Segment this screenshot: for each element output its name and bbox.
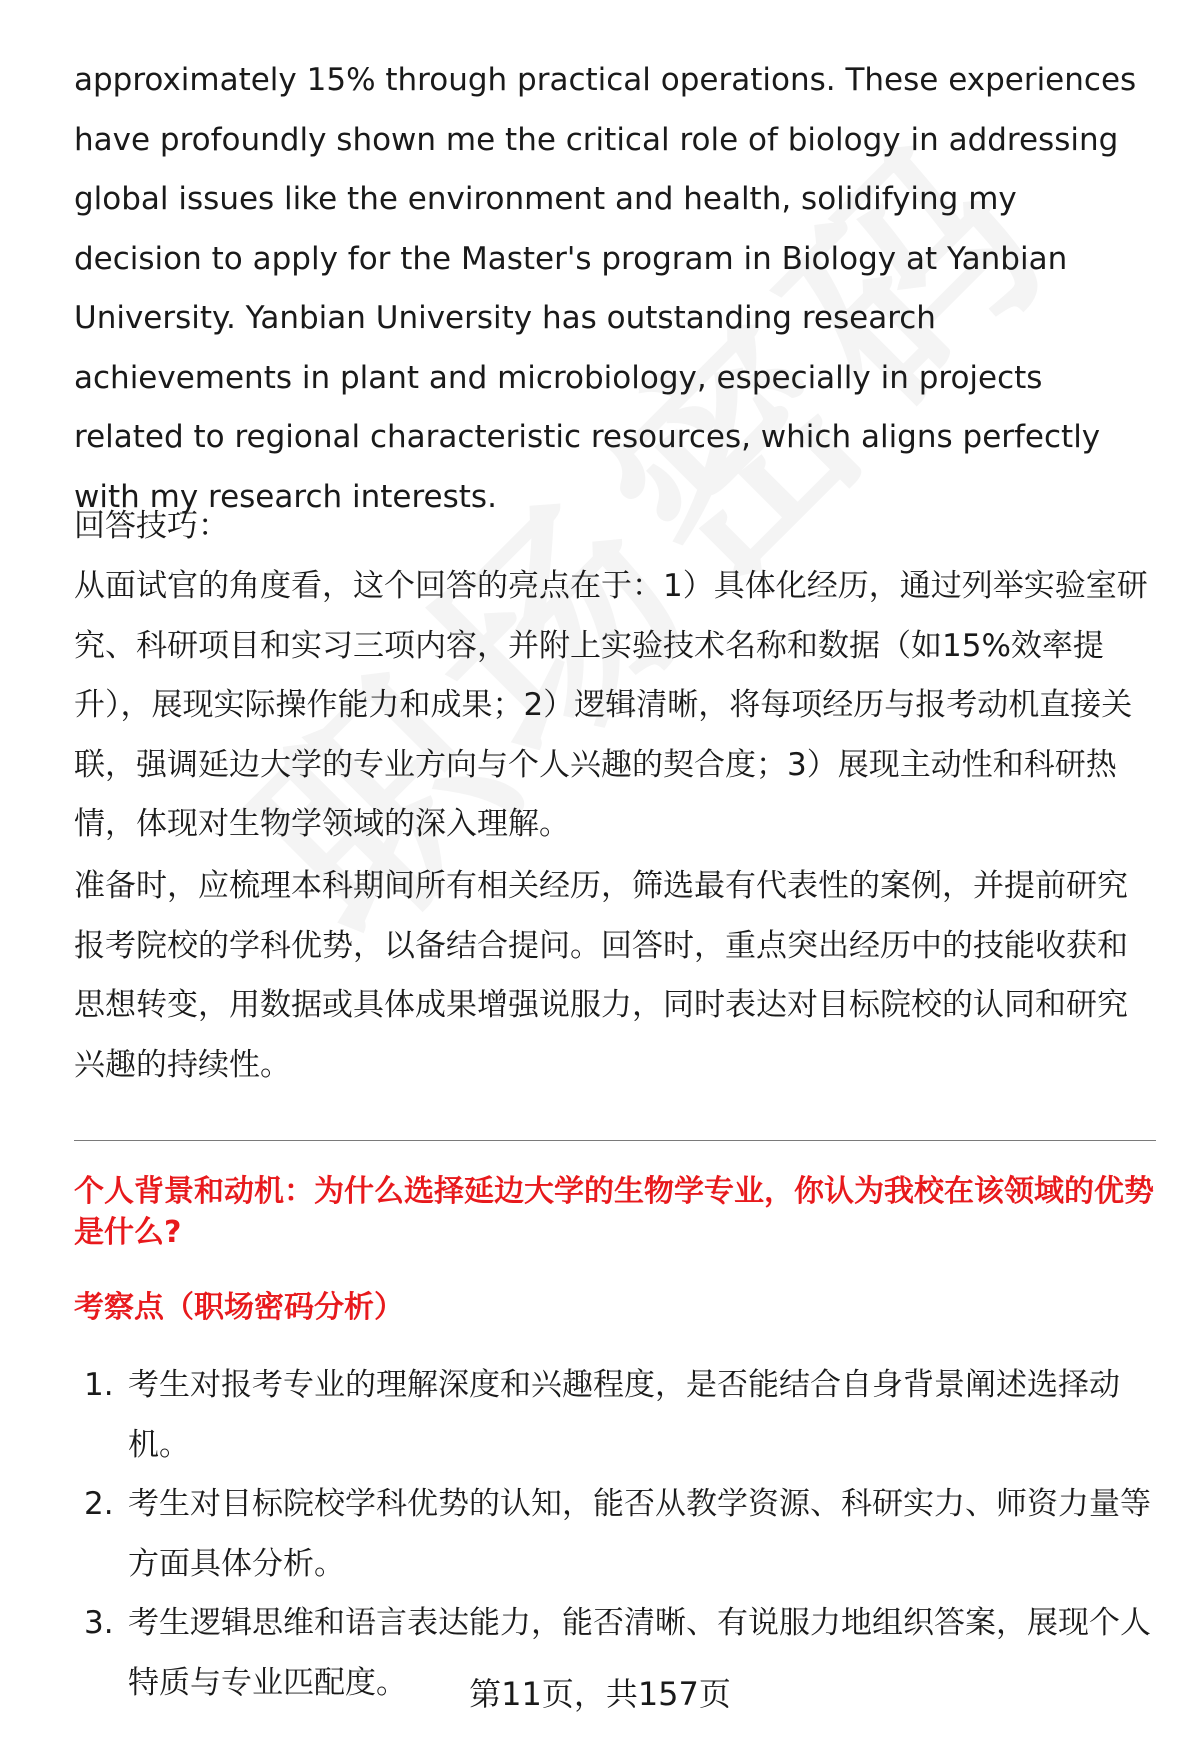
tips-preparation: 准备时，应梳理本科期间所有相关经历，筛选最有代表性的案例，并提前研究报考院校的学科优势，以备结合提问。回答时，重点突出经历中的技能收获和思想转变，用数据或具体成果增强说服力，同时表达对目标院校的认同和研究兴趣的持续性。 [74, 868, 1128, 1083]
list-item-text: 考生对目标院校学科优势的认知，能否从教学资源、科研实力、师资力量等方面具体分析。 [128, 1486, 1151, 1582]
list-item-text: 考生逻辑思维和语言表达能力，能否清晰、有说服力地组织答案，展现个人特质与专业匹配度。 [128, 1605, 1151, 1701]
list-item-number: 2. [84, 1486, 114, 1522]
question-heading: 个人背景和动机：为什么选择延边大学的生物学专业，你认为我校在该领域的优势是什么? [74, 1174, 1154, 1250]
english-answer-paragraph: approximately 15% through practical operations. These experiences have profoundly shown me the critical role of biology in addressing global issues like the environment and health, solidifying my decision to apply for the Master's program in Biology at Yanbian University. Yanbian University has outstanding research achievements in plant and microbiology, especially in projects related to regional characteristic resources, which aligns perfectly with my research interests. [74, 62, 1137, 515]
list-item-text: 考生对报考专业的理解深度和兴趣程度，是否能结合自身背景阐述选择动机。 [128, 1367, 1120, 1463]
tips-heading: 回答技巧： [74, 508, 229, 544]
list-item-number: 3. [84, 1605, 114, 1641]
list-item-number: 1. [84, 1367, 114, 1403]
focus-points-list [74, 1356, 1156, 1713]
tips-analysis: 从面试官的角度看，这个回答的亮点在于：1）具体化经历，通过列举实验室研究、科研项目和实习三项内容，并附上实验技术名称和数据（如15%效率提升），展现实际操作能力和成果；2）逻辑清晰，将每项经历与报考动机直接关联，强调延边大学的专业方向与个人兴趣的契合度；3）展现主动性和科研热情，体现对生物学领域的深入理解。 [74, 568, 1148, 842]
list-item [74, 1475, 1156, 1594]
page-number-footer: 第11页，共157页 [469, 1675, 731, 1713]
focus-points-heading: 考察点（职场密码分析） [74, 1290, 404, 1325]
section-divider [74, 1140, 1156, 1141]
list-item [74, 1356, 1156, 1475]
